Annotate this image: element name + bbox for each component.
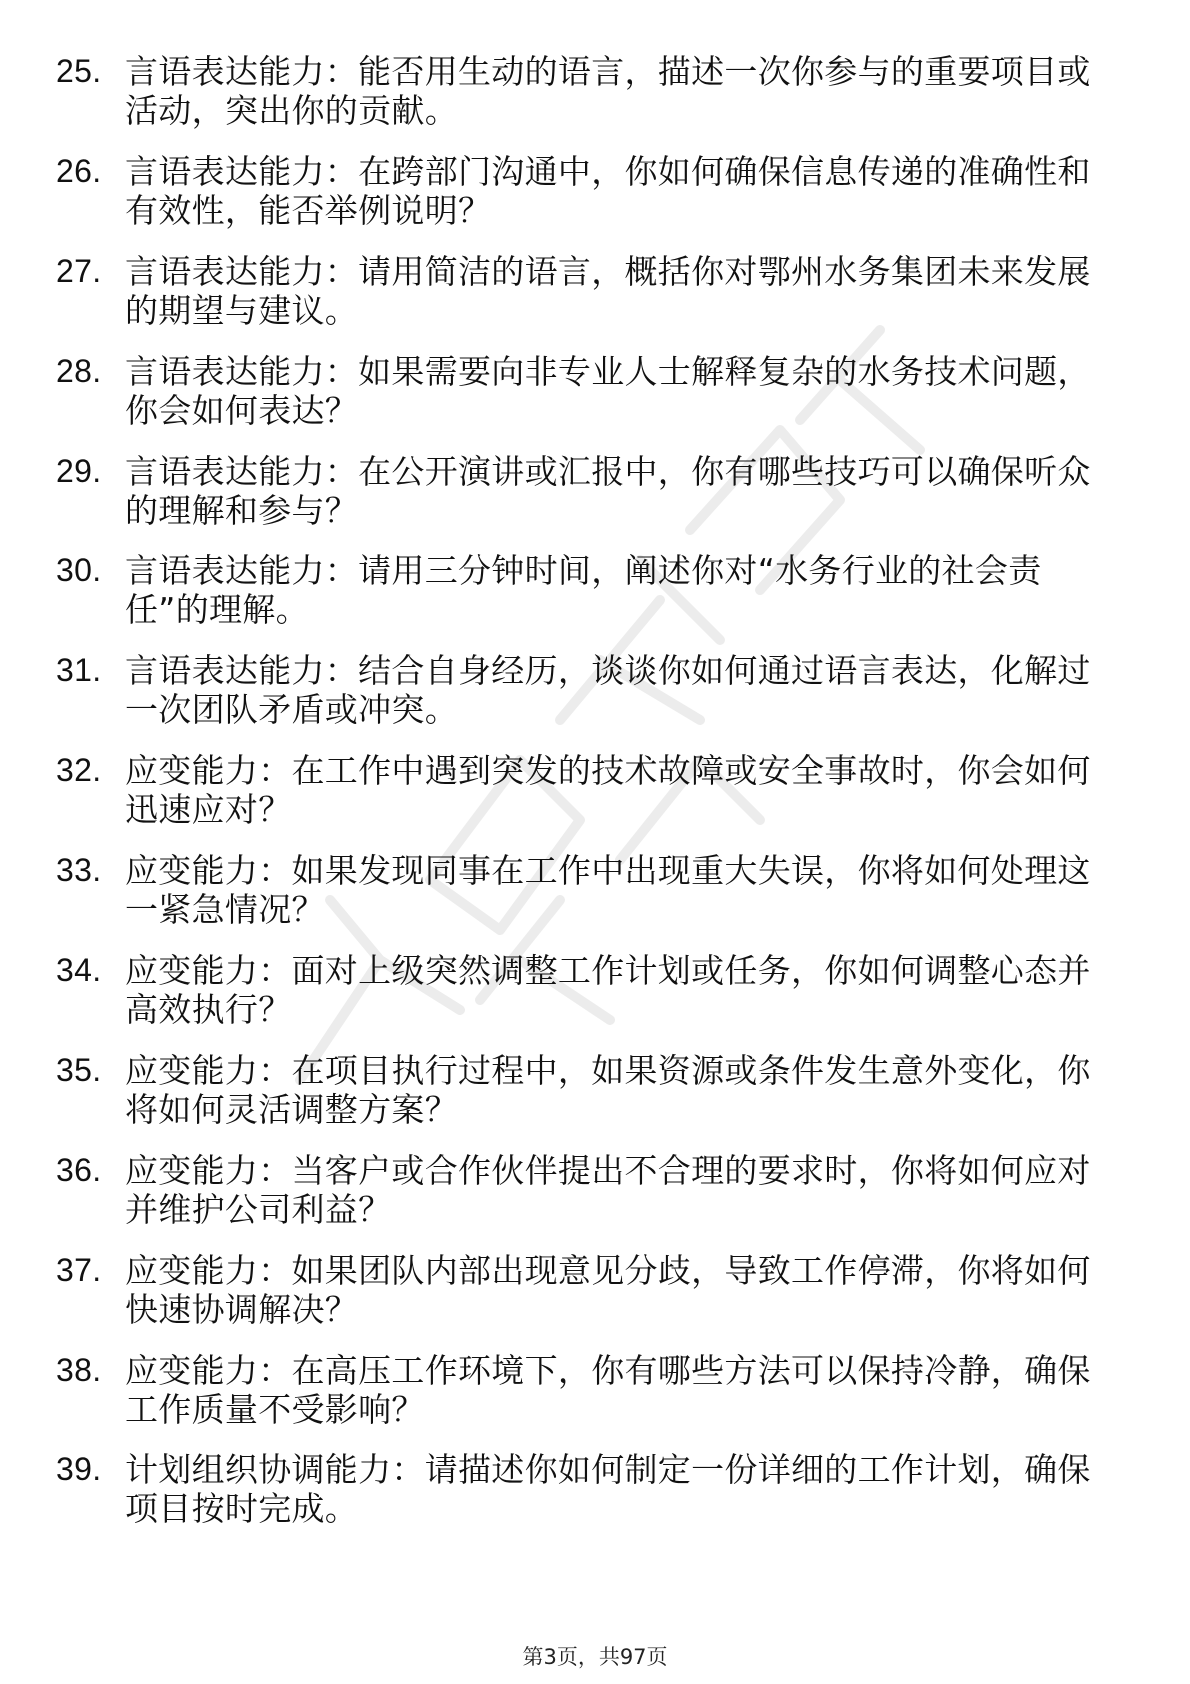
question-text: 言语表达能力：在公开演讲或汇报中，你有哪些技巧可以确保听众的理解和参与？ — [125, 451, 1091, 530]
question-number: 27. — [56, 252, 102, 289]
question-item-33 — [56, 851, 1116, 929]
question-list — [56, 52, 1116, 1550]
question-item-31 — [56, 651, 1116, 729]
question-text: 应变能力：在项目执行过程中，如果资源或条件发生意外变化，你将如何灵活调整方案？ — [125, 1050, 1091, 1129]
question-item-39 — [56, 1450, 1116, 1528]
question-number: 32. — [56, 752, 102, 789]
question-text: 言语表达能力：在跨部门沟通中，你如何确保信息传递的准确性和有效性，能否举例说明？ — [125, 151, 1091, 230]
page-number-footer: 第3页，共97页 — [522, 1645, 668, 1669]
question-text: 言语表达能力：请用简洁的语言，概括你对鄂州水务集团未来发展的期望与建议。 — [125, 251, 1091, 330]
question-item-27 — [56, 252, 1116, 330]
question-number: 37. — [56, 1251, 102, 1288]
question-text: 言语表达能力：能否用生动的语言，描述一次你参与的重要项目或活动，突出你的贡献。 — [125, 52, 1091, 130]
question-number: 33. — [56, 852, 102, 889]
question-number: 29. — [56, 452, 102, 489]
question-text: 应变能力：当客户或合作伙伴提出不合理的要求时，你将如何应对并维护公司利益？ — [125, 1150, 1091, 1229]
question-number: 39. — [56, 1451, 102, 1488]
question-item-36 — [56, 1151, 1116, 1229]
question-number: 28. — [56, 352, 102, 389]
question-text: 言语表达能力：结合自身经历，谈谈你如何通过语言表达，化解过一次团队矛盾或冲突。 — [125, 651, 1091, 730]
question-text: 应变能力：如果发现同事在工作中出现重大失误，你将如何处理这一紧急情况？ — [125, 851, 1091, 930]
question-item-30 — [56, 551, 1116, 629]
question-number: 31. — [56, 652, 102, 689]
question-item-34 — [56, 951, 1116, 1029]
question-number: 38. — [56, 1351, 102, 1388]
question-text: 应变能力：在高压工作环境下，你有哪些方法可以保持冷静，确保工作质量不受影响？ — [125, 1350, 1091, 1429]
question-text: 计划组织协调能力：请描述你如何制定一份详细的工作计划，确保项目按时完成。 — [125, 1450, 1091, 1529]
question-item-32 — [56, 751, 1116, 829]
question-text: 言语表达能力：如果需要向非专业人士解释复杂的水务技术问题，你会如何表达？ — [125, 351, 1091, 430]
question-text: 言语表达能力：请用三分钟时间，阐述你对“水务行业的社会责任”的理解。 — [125, 551, 1042, 630]
question-number: 25. — [56, 53, 102, 89]
question-number: 30. — [56, 552, 102, 589]
question-item-35 — [56, 1051, 1116, 1129]
question-item-25 — [56, 52, 1116, 130]
question-item-37 — [56, 1251, 1116, 1329]
question-item-28 — [56, 352, 1116, 430]
question-item-38 — [56, 1351, 1116, 1429]
question-text: 应变能力：在工作中遇到突发的技术故障或安全事故时，你会如何迅速应对？ — [125, 751, 1091, 830]
question-item-26 — [56, 152, 1116, 230]
question-number: 34. — [56, 952, 102, 989]
question-number: 26. — [56, 152, 102, 189]
question-text: 应变能力：面对上级突然调整工作计划或任务，你如何调整心态并高效执行？ — [125, 951, 1091, 1030]
question-item-29 — [56, 452, 1116, 530]
question-number: 35. — [56, 1051, 102, 1088]
question-text: 应变能力：如果团队内部出现意见分歧，导致工作停滞，你将如何快速协调解决？ — [125, 1250, 1091, 1329]
question-number: 36. — [56, 1151, 102, 1188]
